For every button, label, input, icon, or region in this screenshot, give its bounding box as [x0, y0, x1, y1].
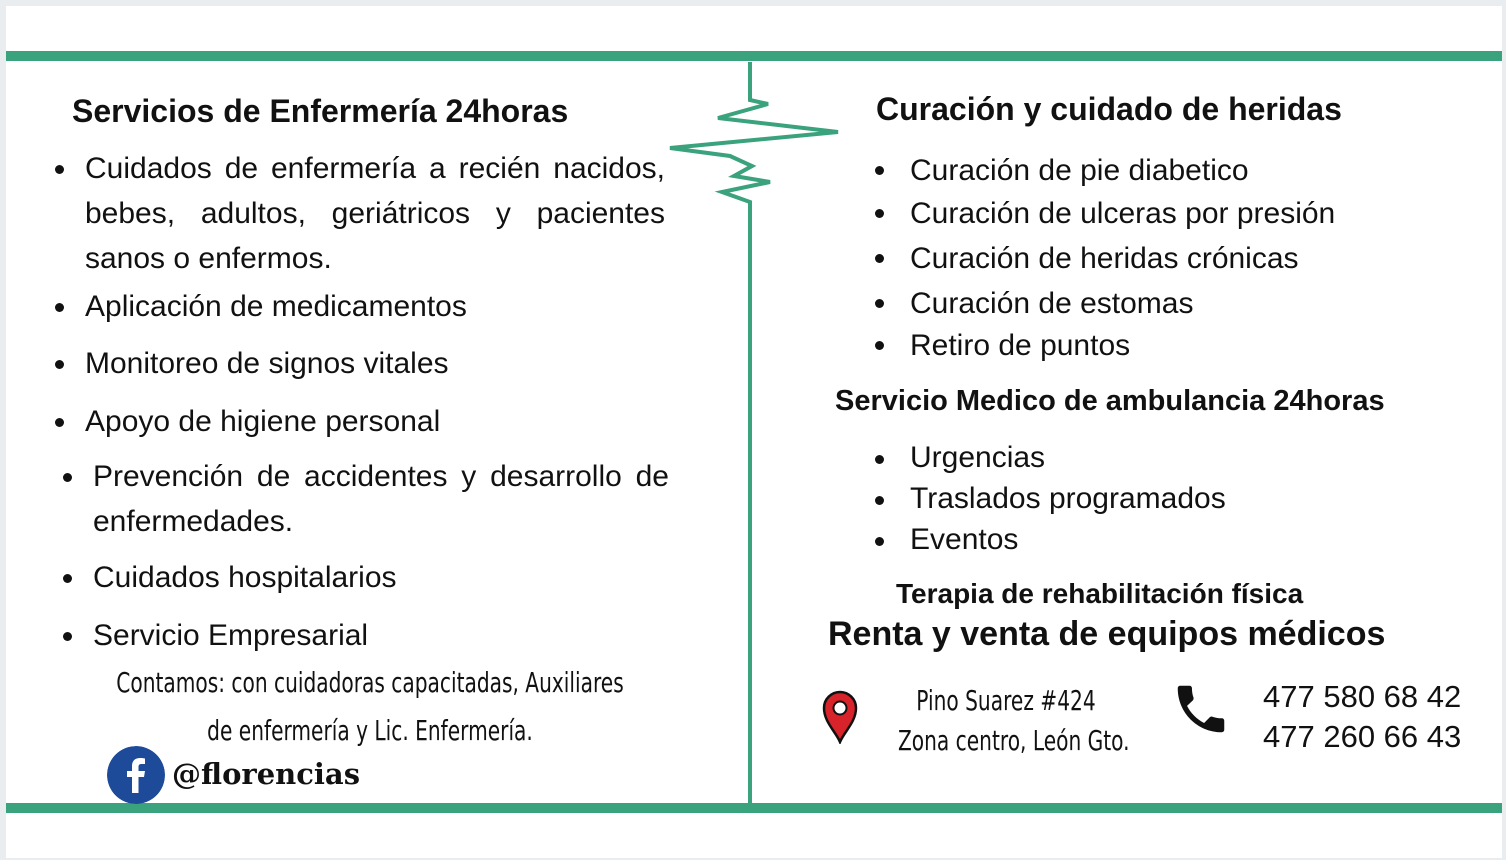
nursing-list: [85, 146, 665, 444]
list-item: Retiro de puntos: [910, 323, 1470, 368]
phone-number-2[interactable]: 477 260 66 43: [1263, 719, 1462, 754]
list-item: Monitoreo de signos vitales: [85, 341, 665, 386]
equipment-title: Renta y venta de equipos médicos: [828, 615, 1386, 653]
list-item: Curación de pie diabetico: [910, 148, 1470, 193]
list-item: Urgencias: [910, 437, 1410, 478]
facebook-handle[interactable]: @florencias: [172, 757, 361, 791]
list-item: Curación de ulceras por presión: [910, 191, 1470, 236]
rehab-title: Terapia de rehabilitación física: [896, 578, 1304, 609]
list-item: Cuidados hospitalarios: [93, 555, 669, 600]
list-item: Servicio Empresarial: [93, 613, 669, 658]
list-item: Curación de heridas crónicas: [910, 236, 1470, 281]
list-item: Apoyo de higiene personal: [85, 399, 665, 444]
list-item: Eventos: [910, 519, 1410, 560]
ambulance-title: Servicio Medico de ambulancia 24horas: [835, 385, 1385, 417]
phone-icon[interactable]: [1170, 678, 1232, 740]
list-item: Aplicación de medicamentos: [85, 284, 665, 329]
address-line1: Pino Suarez #424: [916, 684, 1096, 717]
phone-number-1[interactable]: 477 580 68 42: [1263, 679, 1462, 714]
facebook-icon[interactable]: [107, 746, 165, 804]
staff-note-line2: de enfermería y Lic. Enfermería.: [207, 714, 533, 747]
wounds-list: [910, 148, 1470, 368]
staff-note-line1: Contamos: con cuidadoras capacitadas, Auxiliares: [116, 666, 624, 699]
list-item: Curación de estomas: [910, 281, 1470, 326]
phone-numbers: [1263, 677, 1461, 757]
bottom-rule: [6, 803, 1502, 813]
ambulance-list: [910, 437, 1410, 560]
list-item: Traslados programados: [910, 478, 1410, 519]
nursing-list-continued: [93, 454, 669, 658]
address-line2: Zona centro, León Gto.: [898, 724, 1130, 757]
top-rule: [6, 51, 1502, 61]
list-item: Cuidados de enfermería a recién nacidos, bebes, adultos, geriátricos y pacientes sanos o enfermos.: [85, 146, 665, 281]
map-pin-icon: [822, 690, 858, 744]
list-item: Prevención de accidentes y desarrollo de enfermedades.: [93, 454, 669, 544]
wounds-title: Curación y cuidado de heridas: [876, 91, 1342, 127]
nursing-title: Servicios de Enfermería 24horas: [72, 93, 569, 129]
